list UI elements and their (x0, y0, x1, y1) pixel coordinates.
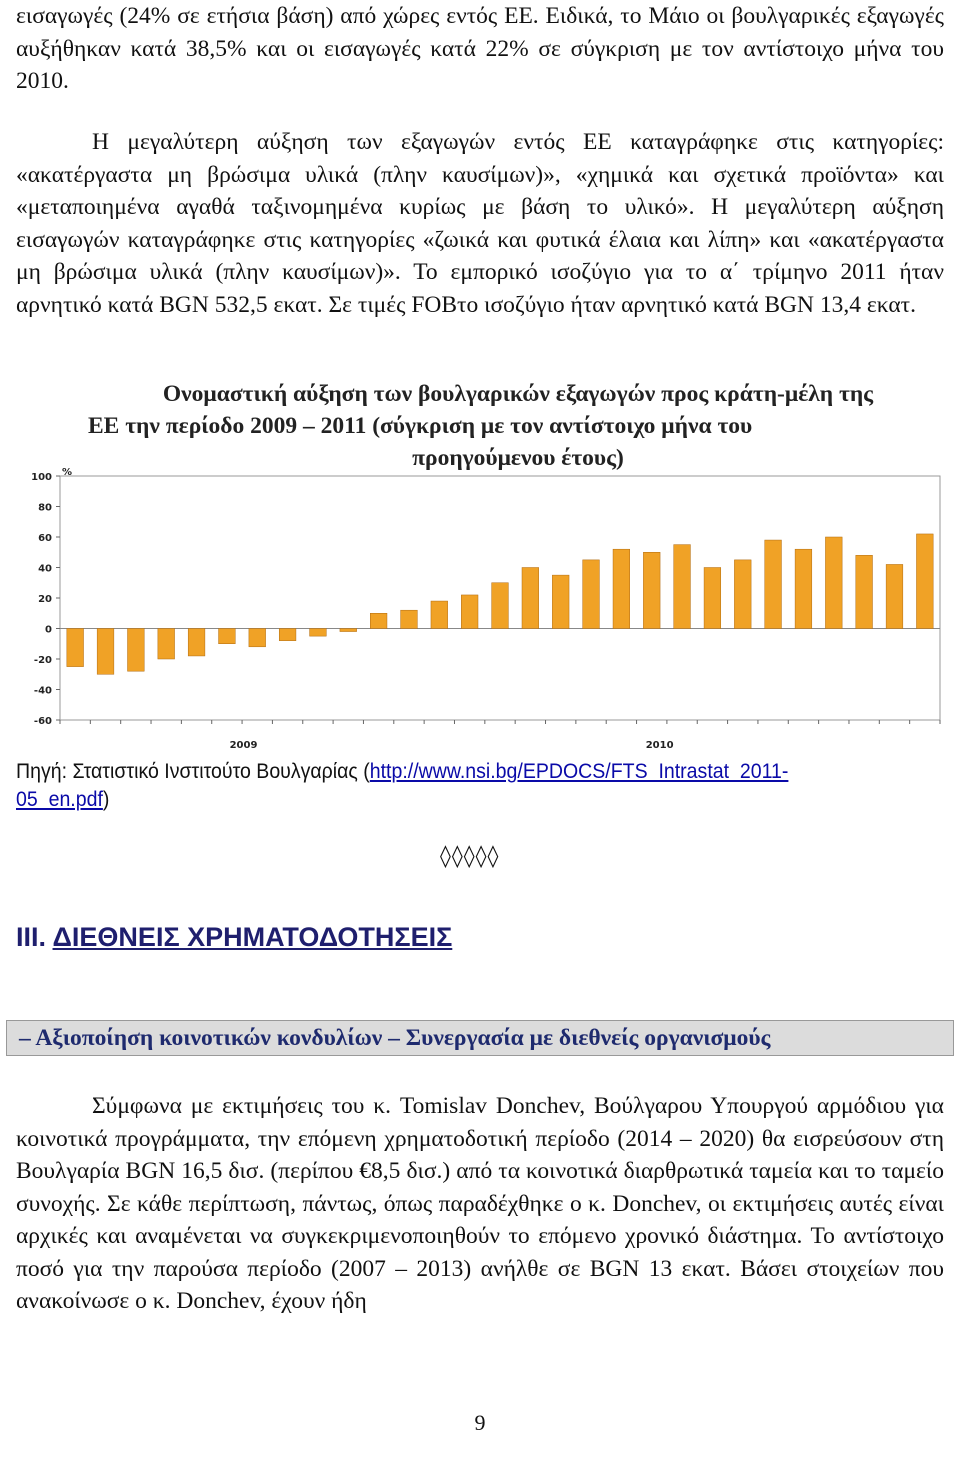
source-suffix: ) (102, 788, 110, 811)
bar-22 (704, 568, 721, 629)
bar-8 (279, 629, 296, 641)
section-title: ΔΙΕΘΝΕΙΣ ΧΡΗΜΑΤΟΔΟΤΗΣΕΙΣ (52, 922, 453, 952)
bar-12 (401, 610, 418, 628)
intro-paragraph: εισαγωγές (24% σε ετήσια βάση) από χώρες εντός ΕΕ. Ειδικά, το Μάιο οι βουλγαρικές εξαγωγές αυξήθηκαν κατά 38,5% και οι εισαγωγές κατά 22% σε σύγκριση με τον αντίστοιχο μήνα του 2010. (16, 3, 944, 94)
bar-18 (583, 560, 600, 629)
source-note (16, 758, 879, 814)
bar-3 (128, 629, 145, 672)
bar-5 (188, 629, 205, 656)
section-number: ΙΙΙ. (16, 922, 53, 952)
section-divider-ornament: ◊◊◊◊◊ (440, 844, 500, 869)
bar-4 (158, 629, 175, 660)
bar-21 (674, 545, 691, 629)
page-number: 9 (474, 1410, 486, 1435)
bar-14 (461, 595, 478, 629)
source-prefix: Πηγή: Στατιστικό Ινστιτούτο Βουλγαρίας ( (16, 760, 370, 783)
bar-19 (613, 549, 630, 628)
bar-25 (795, 549, 812, 628)
bar-2 (97, 629, 114, 675)
bar-11 (370, 613, 387, 628)
chart-title-line-2: ΕΕ την περίοδο 2009 – 2011 (σύγκριση με τον αντίστοιχο μήνα του (88, 413, 753, 439)
exports-paragraph: Η μεγαλύτερη αύξηση των εξαγωγών εντός ΕΕ καταγράφηκε στις κατηγορίες: «ακατέργαστα μη βρώσιμα υλικά (πλην καυσίμων)», «χημικά και σχετικά προϊόντα» και «μεταποιημένα αγαθά ταξινομημένα κυρίως με βάση το υλικό». Η μεγαλύτερη αύξηση εισαγωγών καταγράφηκε στις κατηγορίες «ζωικά και φυτικά έλαια και λίπη» και «ακατέργαστα μη βρώσιμα υλικά (πλην καυσίμων)». Το εμπορικό ισοζύγιο για το α΄ τρίμηνο 2011 ήταν αρνητικό κατά BGN 532,5 εκατ. Σε τιμές FOBτο ισοζύγιο ήταν αρνητικό κατά BGN 13,4 εκατ. (16, 129, 944, 318)
y-tick-label: 0 (45, 624, 52, 636)
exports-growth-chart (16, 466, 944, 756)
bar-20 (643, 552, 660, 628)
bar-7 (249, 629, 266, 647)
y-tick-label: -60 (33, 716, 52, 727)
y-tick-label: 60 (38, 533, 52, 544)
bar-23 (734, 560, 751, 629)
bar-27 (856, 555, 873, 628)
y-unit-label: % (62, 467, 73, 478)
section-heading (16, 922, 452, 953)
chart-title-line-3: προηγούμενου έτους) (412, 445, 624, 471)
bar-1 (67, 629, 84, 667)
chart-title-line-1: Ονομαστική αύξηση των βουλγαρικών εξαγωγών προς κράτη-μέλη της (162, 381, 874, 407)
y-tick-label: 40 (38, 563, 52, 575)
bar-28 (886, 564, 903, 628)
bar-26 (825, 537, 842, 629)
year-label-2009: 2009 (229, 740, 258, 751)
chart-title (88, 378, 948, 474)
bar-9 (310, 629, 327, 637)
bar-16 (522, 568, 539, 629)
bar-29 (916, 534, 933, 629)
source-link[interactable]: http://www.nsi.bg/EPDOCS/FTS_Intrastat_2011-05_en.pdf (16, 760, 789, 811)
bar-10 (340, 629, 357, 632)
bar-6 (219, 629, 236, 644)
y-tick-label: -20 (33, 655, 52, 666)
year-label-2010: 2010 (645, 740, 674, 751)
y-tick-label: 100 (31, 472, 52, 483)
subheading-box: – Αξιοποίηση κοινοτικών κονδυλίων – Συνεργασία με διεθνείς οργανισμούς (6, 1020, 954, 1056)
y-tick-label: 20 (38, 594, 52, 605)
bar-17 (552, 575, 569, 628)
y-tick-label: -40 (33, 685, 52, 697)
bar-24 (765, 540, 782, 628)
bar-15 (492, 583, 509, 629)
y-tick-label: 80 (38, 502, 52, 514)
bar-13 (431, 601, 448, 628)
funding-paragraph: Σύμφωνα με εκτιμήσεις του κ. Tomislav Donchev, Βούλγαρου Υπουργού αρμόδιου για κοινοτικά προγράμματα, την επόμενη χρηματοδοτική περίοδο (2014 – 2020) θα εισρεύσουν στη Βουλγαρία BGN 16,5 δισ. (περίπου €8,5 δισ.) από τα κοινοτικά διαρθρωτικά ταμεία και το ταμείο συνοχής. Σε κάθε περίπτωση, πάντως, όπως παραδέχθηκε ο κ. Donchev, οι εκτιμήσεις αυτές είναι αρχικές και αναμένεται να συγκεκριμενοποιηθούν το επόμενο χρονικό διάστημα. Το αντίστοιχο ποσό για την παρούσα περίοδο (2007 – 2013) ανήλθε σε BGN 13 εκατ. Βάσει στοιχείων που ανακοίνωσε ο κ. Donchev, έχουν ήδη (16, 1093, 944, 1314)
